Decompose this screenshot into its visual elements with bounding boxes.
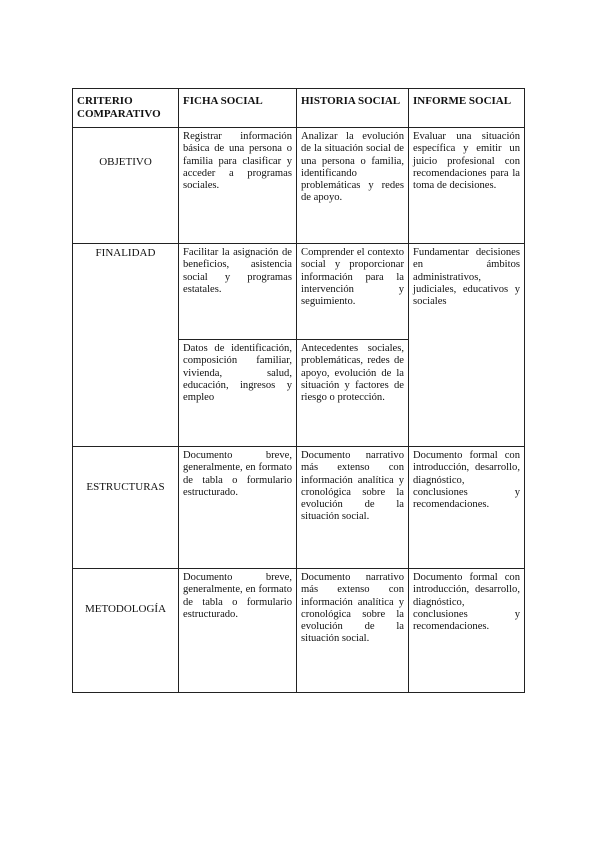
- criterio-objetivo: OBJETIVO: [73, 128, 179, 244]
- cell-estructuras-informe: Documento formal con introducción, desarrollo, diagnóstico, conclusiones y recomendaciones.: [409, 447, 525, 569]
- cell-finalidad-ficha-1: Facilitar la asignación de beneficios, asistencia social y programas estatales.: [179, 244, 297, 340]
- header-informe-social: INFORME SOCIAL: [409, 89, 525, 128]
- comparison-table: [72, 88, 525, 693]
- cell-estructuras-ficha: Documento breve, generalmente, en formato de tabla o formulario estructurado.: [179, 447, 297, 569]
- criterio-metodologia: METODOLOGÍA: [73, 569, 179, 693]
- cell-estructuras-historia: Documento narrativo más extenso con información analítica y cronológica sobre la evolución de la situación social.: [297, 447, 409, 569]
- cell-metodologia-ficha: Documento breve, generalmente, en formato de tabla o formulario estructurado.: [179, 569, 297, 693]
- cell-finalidad-historia-1: Comprender el contexto social y proporcionar información para la intervención y seguimiento.: [297, 244, 409, 340]
- cell-objetivo-historia: Analizar la evolución de la situación social de una persona o familia, identificando problemáticas y redes de apoyo.: [297, 128, 409, 244]
- criterio-estructuras: ESTRUCTURAS: [73, 447, 179, 569]
- cell-finalidad-ficha-2: Datos de identificación, composición familiar, vivienda, salud, educación, ingresos y empleo: [179, 340, 297, 447]
- table-row-objetivo: [73, 128, 525, 244]
- header-ficha-social: FICHA SOCIAL: [179, 89, 297, 128]
- table-row-estructuras: [73, 447, 525, 569]
- cell-metodologia-informe: Documento formal con introducción, desarrollo, diagnóstico, conclusiones y recomendaciones.: [409, 569, 525, 693]
- header-historia-social: HISTORIA SOCIAL: [297, 89, 409, 128]
- cell-finalidad-informe: Fundamentar decisiones en ámbitos administrativos, judiciales, educativos y sociales: [409, 244, 525, 447]
- cell-finalidad-historia-2: Antecedentes sociales, problemáticas, redes de apoyo, evolución de la situación y factores de riesgo o protección.: [297, 340, 409, 447]
- table-row-metodologia: [73, 569, 525, 693]
- criterio-finalidad: FINALIDAD: [73, 244, 179, 447]
- cell-metodologia-historia: Documento narrativo más extenso con información analítica y cronológica sobre la evolución de la situación social.: [297, 569, 409, 693]
- header-criterio: CRITERIO COMPARATIVO: [73, 89, 179, 128]
- cell-objetivo-ficha: Registrar información básica de una persona o familia para clasificar y acceder a programas sociales.: [179, 128, 297, 244]
- header-row: [73, 89, 525, 128]
- table-row-finalidad-1: [73, 244, 525, 340]
- cell-objetivo-informe: Evaluar una situación específica y emitir un juicio profesional con recomendaciones para la toma de decisiones.: [409, 128, 525, 244]
